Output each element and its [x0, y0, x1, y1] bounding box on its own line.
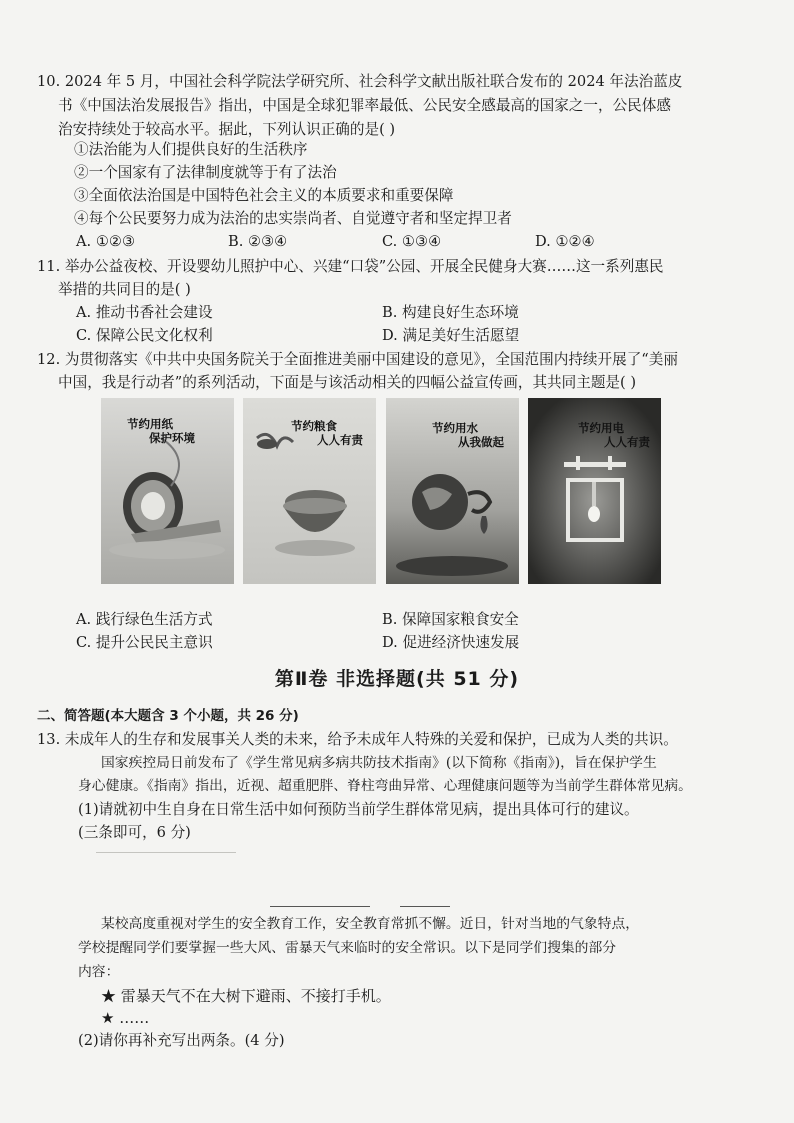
q11-option-a: A. 推动书香社会建设	[76, 304, 213, 321]
poster-save-electricity	[528, 398, 661, 584]
q12-option-a: A. 践行绿色生活方式	[76, 611, 213, 628]
q11-stem-line2: 举措的共同目的是( )	[58, 281, 191, 298]
q10-item-4: ④每个公民要努力成为法治的忠实崇尚者、自觉遵守者和坚定捍卫者	[74, 210, 512, 227]
poster-1-line1: 节约用纸	[127, 417, 173, 431]
q12-option-b: B. 保障国家粮食安全	[382, 611, 519, 628]
q11-option-d: D. 满足美好生活愿望	[382, 327, 520, 344]
poster-2-line1: 节约粮食	[291, 419, 337, 433]
q13-material2-line2: 学校提醒同学们要掌握一些大风、雷暴天气来临时的安全常识。以下是同学们搜集的部分	[78, 940, 617, 956]
q10-item-2: ②一个国家有了法律制度就等于有了法治	[74, 164, 337, 181]
poster-3-line2: 从我做起	[458, 435, 504, 449]
q13-sub1-line2: (三条即可，6 分)	[78, 824, 191, 841]
q13-sub1-line1: (1)请就初中生自身在日常生活中如何预防当前学生群体常见病，提出具体可行的建议。	[78, 801, 639, 818]
poster-1-line2: 保护环境	[149, 431, 195, 445]
q10-stem-line2: 书《中国法治发展报告》指出，中国是全球犯罪率最低、公民安全感最高的国家之一，公民体感	[58, 97, 671, 114]
q13-star-item-2: ★ ……	[101, 1009, 150, 1027]
answer-area-rule-2	[400, 906, 450, 907]
poster-save-food	[243, 398, 376, 584]
q13-sub2: (2)请你再补充写出两条。(4 分)	[78, 1032, 285, 1049]
q12-stem-line2: 中国，我是行动者”的系列活动，下面是与该活动相关的四幅公益宣传画，其共同主题是( )	[58, 374, 637, 391]
poster-2-line2: 人人有责	[317, 433, 363, 447]
poster-save-water	[386, 398, 519, 584]
q11-option-b: B. 构建良好生态环境	[382, 304, 519, 321]
q13-material2-line1: 某校高度重视对学生的安全教育工作，安全教育常抓不懈。近日，针对当地的气象特点，	[101, 916, 640, 932]
part-heading: 二、简答题(本大题含 3 个小题，共 26 分)	[37, 708, 299, 724]
q13-stem: 13. 未成年人的生存和发展事关人类的未来，给予未成年人特殊的关爱和保护，已成为人类的共识。	[37, 731, 678, 748]
q12-stem-line1: 12. 为贯彻落实《中共中央国务院关于全面推进美丽中国建设的意见》，全国范围内持续开展了“美丽	[37, 351, 678, 368]
q13-material1-line2: 身心健康。《指南》指出，近视、超重肥胖、脊柱弯曲异常、心理健康问题等为当前学生群体常见病。	[78, 778, 692, 794]
q11-option-c: C. 保障公民文化权利	[76, 327, 213, 344]
q10-option-c: C. ①③④	[382, 233, 442, 250]
section-title: 第Ⅱ卷 非选择题(共 51 分)	[274, 668, 520, 690]
q10-stem-line1: 10. 2024 年 5 月，中国社会科学院法学研究所、社会科学文献出版社联合发布的 2024 年法治蓝皮	[37, 73, 683, 90]
q10-option-a: A. ①②③	[76, 233, 136, 250]
q10-option-d: D. ①②④	[535, 233, 595, 250]
poster-4-line2: 人人有责	[604, 435, 650, 449]
q13-material1-line1: 国家疾控局日前发布了《学生常见病多病共防技术指南》(以下简称《指南》)，旨在保护学生	[101, 755, 657, 771]
answer-area-rule-1	[270, 906, 370, 907]
q12-option-c: C. 提升公民民主意识	[76, 634, 213, 651]
q13-material2-line3: 内容：	[78, 964, 120, 980]
q10-item-1: ①法治能为人们提供良好的生活秩序	[74, 141, 308, 158]
poster-3-line1: 节约用水	[432, 421, 478, 435]
answer-area-marks	[96, 852, 236, 853]
q10-option-b: B. ②③④	[228, 233, 288, 250]
poster-save-paper	[101, 398, 234, 584]
poster-4-line1: 节约用电	[578, 421, 624, 435]
q10-stem-line3: 治安持续处于较高水平。据此，下列认识正确的是( )	[58, 121, 396, 138]
q12-option-d: D. 促进经济快速发展	[382, 634, 520, 651]
q10-item-3: ③全面依法治国是中国特色社会主义的本质要求和重要保障	[74, 187, 454, 204]
q11-stem-line1: 11. 举办公益夜校、开设婴幼儿照护中心、兴建“口袋”公园、开展全民健身大赛……这一系列惠民	[37, 258, 664, 275]
q13-star-item-1: ★ 雷暴天气不在大树下避雨、不接打手机。	[101, 987, 391, 1005]
